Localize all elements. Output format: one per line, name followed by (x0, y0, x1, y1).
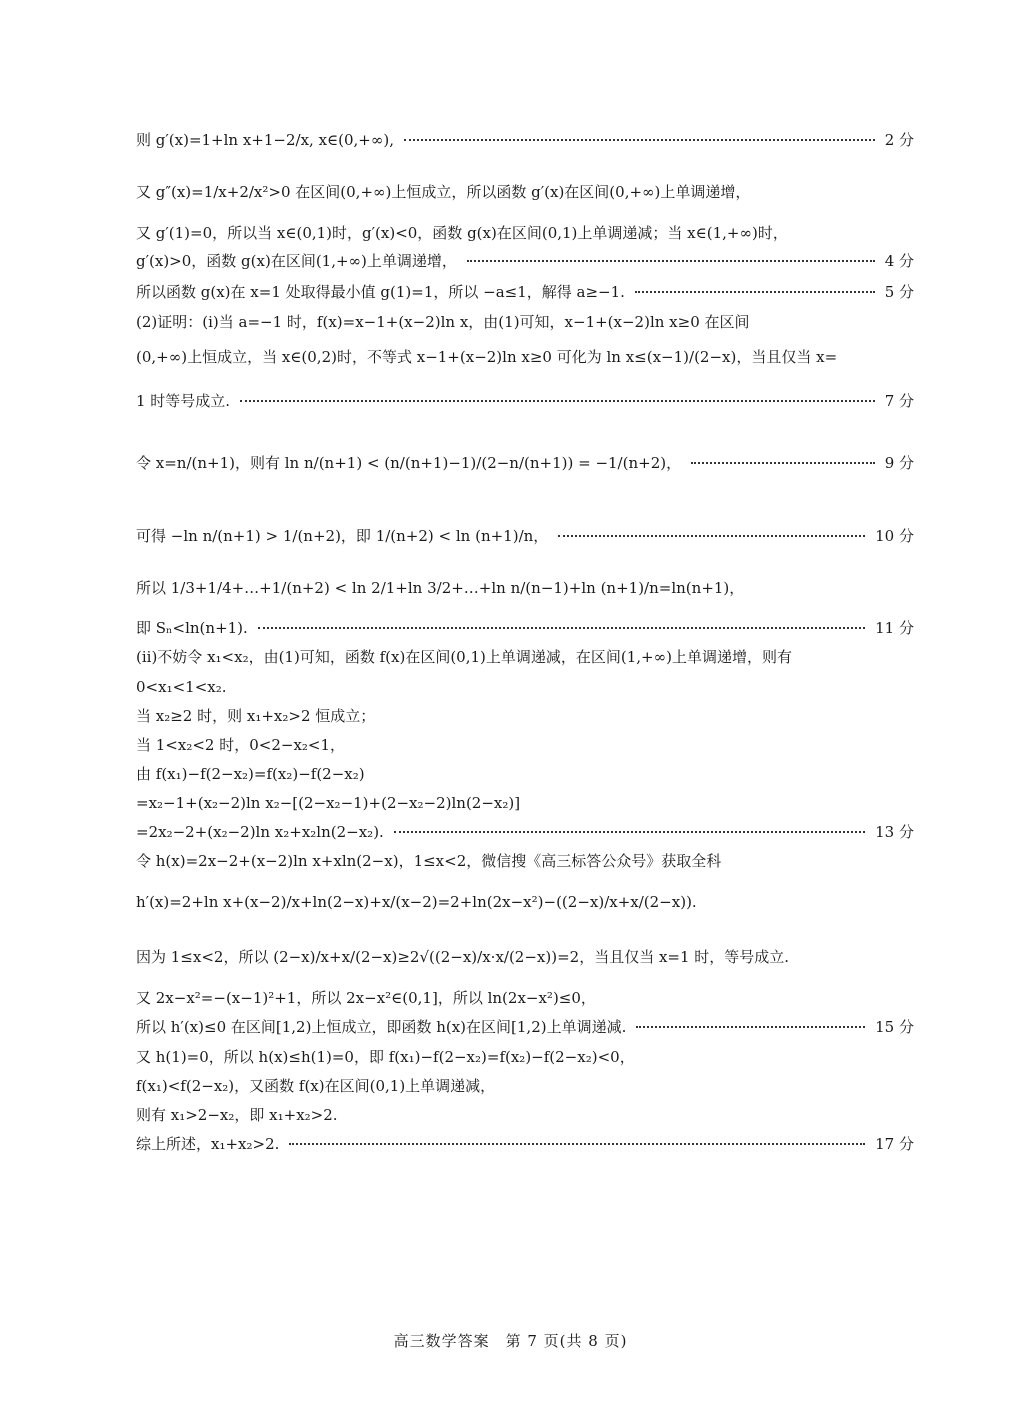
line-15: 当 x₂≥2 时，则 x₁+x₂>2 恒成立； (136, 707, 376, 725)
line-4: g′(x)>0，函数 g(x)在区间(1,+∞)上单调递增， 4 分 (136, 252, 914, 270)
page-footer: 高三数学答案 第 7 页(共 8 页) (393, 1332, 628, 1350)
line-18: =x₂−1+(x₂−2)ln x₂−[(2−x₂−1)+(2−x₂−2)ln(2−x₂)] (136, 794, 521, 812)
line-10: 可得 −ln n/(n+1) > 1/(n+2)，即 1/(n+2) < ln (n+1)/n， 10 分 (136, 514, 914, 558)
line-12: 即 Sₙ<ln(n+1). 11 分 (136, 619, 914, 637)
dot-leader (636, 1026, 865, 1028)
line-26: f(x₁)<f(2−x₂)，又函数 f(x)在区间(0,1)上单调递减， (136, 1077, 496, 1095)
line-9: 令 x=n/(n+1)，则有 ln n/(n+1) < (n/(n+1)−1)/(2−n/(n+1)) = −1/(n+2)， 9 分 (136, 433, 914, 493)
line-16: 当 1<x₂<2 时，0<2−x₂<1， (136, 736, 346, 754)
line-2: 又 g″(x)=1/x+2/x²>0 在区间(0,+∞)上恒成立，所以函数 g′(x)在区间(0,+∞)上单调递增， (136, 183, 751, 201)
score-label: 5 分 (884, 283, 914, 301)
line-25: 又 h(1)=0，所以 h(x)≤h(1)=0，即 f(x₁)−f(2−x₂)=f(x₂)−f(2−x₂)<0， (136, 1048, 635, 1066)
line-6: (2)证明：(i)当 a=−1 时，f(x)=x−1+(x−2)ln x，由(1)可知，x−1+(x−2)ln x≥0 在区间 (136, 313, 750, 331)
line-8: 1 时等号成立. 7 分 (136, 392, 914, 410)
line-27: 则有 x₁>2−x₂，即 x₁+x₂>2. (136, 1106, 338, 1124)
score-label: 10 分 (875, 527, 914, 545)
dot-leader (240, 400, 875, 402)
line-5: 所以函数 g(x)在 x=1 处取得最小值 g(1)=1，所以 −a≤1，解得 a≥−1. 5 分 (136, 283, 914, 301)
line-24: 所以 h′(x)≤0 在区间[1,2)上恒成立，即函数 h(x)在区间[1,2)上单调递减. 15 分 (136, 1018, 914, 1036)
line-28: 综上所述，x₁+x₂>2. 17 分 (136, 1135, 914, 1153)
line-21: h′(x)=2+ln x+(x−2)/x+ln(2−x)+x/(x−2)=2+ln(2x−x²)−((2−x)/x+x/(2−x)). (136, 893, 697, 911)
score-label: 15 分 (875, 1018, 914, 1036)
line-20: 令 h(x)=2x−2+(x−2)ln x+xln(2−x)，1≤x<2，微信搜《高三标答公众号》获取全科 (136, 852, 722, 870)
score-label: 17 分 (875, 1135, 914, 1153)
dot-leader (467, 260, 875, 262)
line-23: 又 2x−x²=−(x−1)²+1，所以 2x−x²∈(0,1]，所以 ln(2x−x²)≤0， (136, 989, 596, 1007)
score-label: 4 分 (884, 252, 914, 270)
line-19: =2x₂−2+(x₂−2)ln x₂+x₂ln(2−x₂). 13 分 (136, 823, 914, 841)
line-13: (ii)不妨令 x₁<x₂，由(1)可知，函数 f(x)在区间(0,1)上单调递减，在区间(1,+∞)上单调递增，则有 (136, 648, 792, 666)
score-label: 9 分 (884, 454, 914, 472)
dot-leader (289, 1143, 865, 1145)
line-14: 0<x₁<1<x₂. (136, 678, 227, 696)
line-3: 又 g′(1)=0，所以当 x∈(0,1)时，g′(x)<0，函数 g(x)在区间(0,1)上单调递减；当 x∈(1,+∞)时， (136, 224, 788, 242)
line-1: 则 g′(x)=1+ln x+1−2/x, x∈(0,+∞), 2 分 (136, 118, 914, 162)
dot-leader (394, 831, 865, 833)
line-22: 因为 1≤x<2，所以 (2−x)/x+x/(2−x)≥2√((2−x)/x·x/(2−x))=2，当且仅当 x=1 时，等号成立. (136, 948, 790, 966)
line-11: 所以 1/3+1/4+…+1/(n+2) < ln 2/1+ln 3/2+…+ln n/(n−1)+ln (n+1)/n=ln(n+1)， (136, 579, 745, 597)
score-label: 13 分 (875, 823, 914, 841)
score-label: 11 分 (875, 619, 914, 637)
line-17: 由 f(x₁)−f(2−x₂)=f(x₂)−f(2−x₂) (136, 765, 365, 783)
dot-leader (635, 291, 875, 293)
dot-leader (558, 535, 865, 537)
score-label: 7 分 (884, 392, 914, 410)
score-label: 2 分 (884, 131, 914, 149)
dot-leader (258, 627, 865, 629)
dot-leader (404, 139, 875, 141)
line-7: (0,+∞)上恒成立，当 x∈(0,2)时，不等式 x−1+(x−2)ln x≥0 可化为 ln x≤(x−1)/(2−x)，当且仅当 x= (136, 348, 838, 366)
dot-leader (691, 462, 875, 464)
